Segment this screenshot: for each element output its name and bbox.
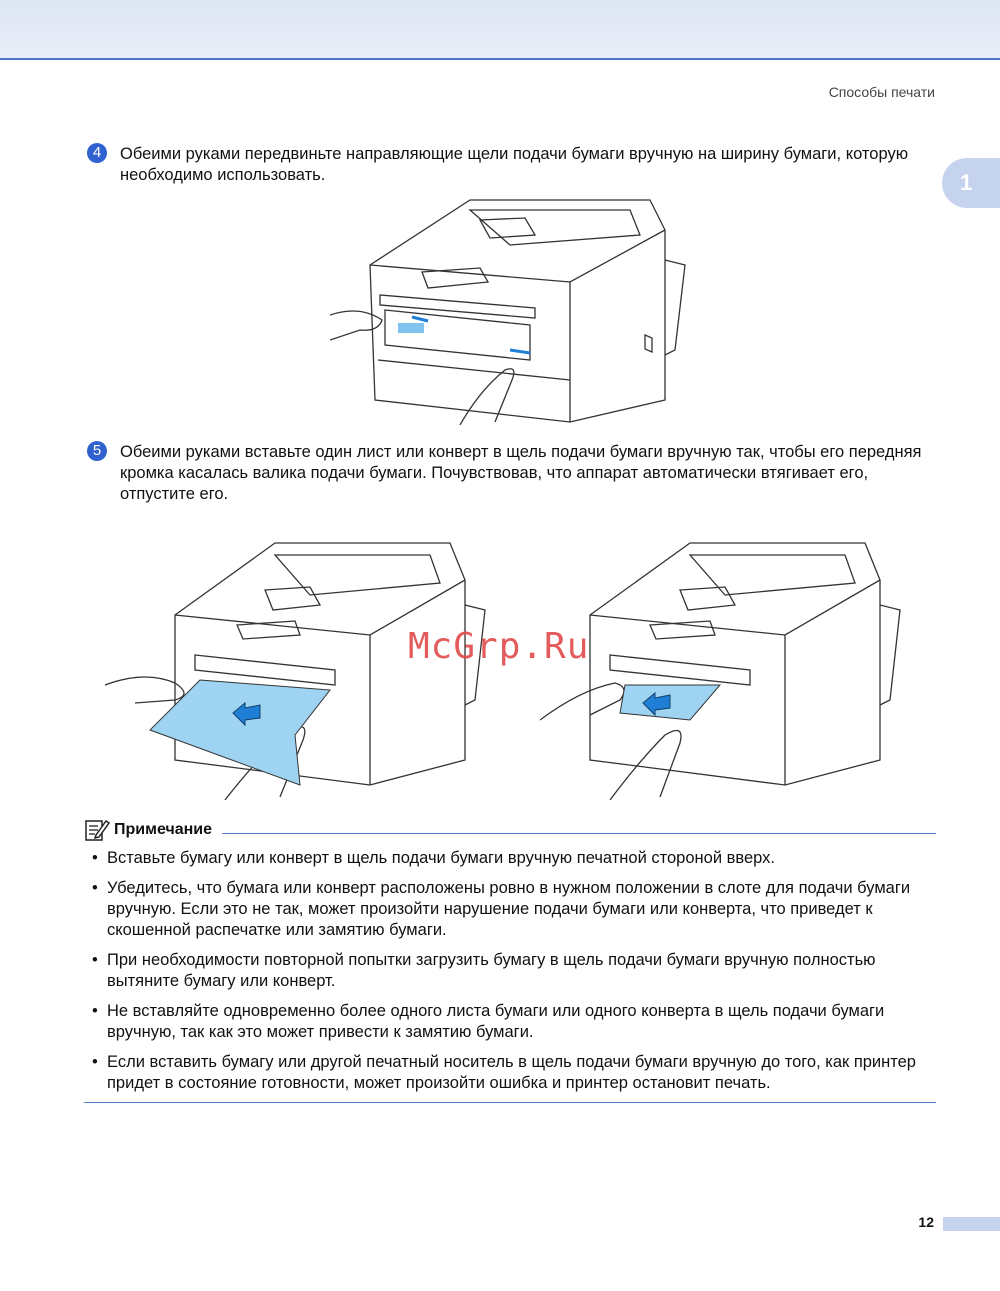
chapter-number: 1 [960,170,973,195]
step-5-text: Обеими руками вставьте один лист или конверт в щель подачи бумаги вручную так, чтобы его передняя кромка касалась валика подачи бумаги. Почувствовав, что аппарат автоматически втягивает его, отпустите его. [120,443,922,503]
note-title: Примечание [114,821,213,838]
step-4-marker: 4 [87,143,107,163]
bullet-icon: • [92,849,98,867]
note-top-rule [222,833,936,834]
bullet-icon: • [92,879,98,897]
note-item: • Убедитесь, что бумага или конверт расположены ровно в нужном положении в слоте для подачи бумаги вручную. Если это не так, может произойти нарушение подачи бумаги или конверта, что приведет к скошенной распечатке или замятию бумаги. [92,879,911,939]
note-item: • Если вставить бумагу или другой печатный носитель в щель подачи бумаги вручную до того, как принтер придет в состояние готовности, может произойти ошибка и принтер остановит печать. [92,1053,916,1092]
bullet-icon: • [92,1053,98,1071]
printer-guides-illustration [330,190,690,425]
note-pencil-icon [84,818,110,842]
header-band [0,0,1000,60]
insert-paper-illustration [105,535,490,800]
page-tab [943,1217,1000,1231]
note-list [92,848,937,1103]
note-item: • Вставьте бумагу или конверт в щель подачи бумаги вручную печатной стороной вверх. [92,849,775,867]
note-bottom-rule [84,1102,936,1103]
chapter-tab [942,158,1000,208]
page-number: 12 [918,1214,934,1230]
note-item: • Не вставляйте одновременно более одного листа бумаги или одного конверта в щель подачи бумаги вручную, так как это может привести к замятию бумаги. [92,1002,885,1041]
note-item: • При необходимости повторной попытки загрузить бумагу в щель подачи бумаги вручную полностью вытяните бумагу или конверт. [92,951,876,990]
watermark-text: McGrp.Ru [408,626,590,667]
section-title: Способы печати [828,84,935,100]
insert-envelope-illustration [540,535,910,800]
bullet-icon: • [92,951,98,969]
note-header [84,818,936,842]
bullet-icon: • [92,1002,98,1020]
step-4-text: Обеими руками передвиньте направляющие щели подачи бумаги вручную на ширину бумаги, которую необходимо использовать. [120,145,909,184]
step-5-marker: 5 [87,441,107,461]
